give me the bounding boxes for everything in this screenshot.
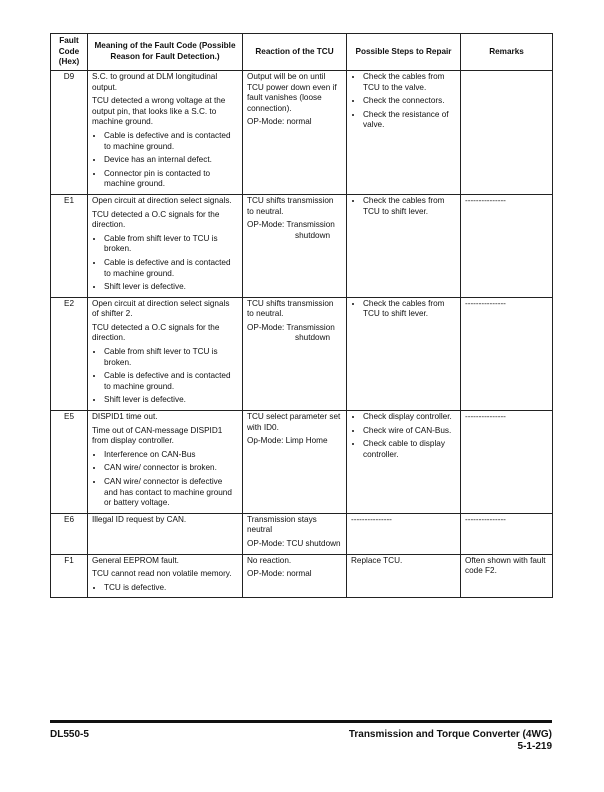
reaction-cell	[243, 297, 347, 410]
meaning-text: TCU detected a O.C signals for the direction.	[92, 209, 220, 230]
meaning-text: TCU detected a wrong voltage at the output pin, that looks like a S.C. to machine ground.	[92, 96, 226, 127]
list-item: • Cable is defective and is contacted to machine ground.	[104, 371, 238, 392]
remarks-cell: Often shown with fault code F2.	[461, 554, 553, 598]
meaning-text: General EEPROM fault.	[92, 555, 179, 565]
remarks-cell: ---------------	[461, 194, 553, 297]
steps-cell	[347, 194, 461, 297]
fault-code-cell: E6	[51, 513, 88, 554]
reaction-cell	[243, 194, 347, 297]
list-item: • CAN wire/ connector is defective and has contact to machine ground or battery voltage.	[104, 477, 238, 509]
list-item: • Cable is defective and is contacted to machine ground.	[104, 258, 238, 279]
header-repair-steps: Possible Steps to Repair	[347, 34, 461, 71]
table-row	[51, 513, 553, 554]
fault-code-cell: E2	[51, 297, 88, 410]
cause-list	[92, 234, 238, 293]
table-row	[51, 297, 553, 410]
list-item: • CAN wire/ connector is broken.	[104, 463, 238, 474]
op-mode-text: OP-Mode: normal	[247, 117, 312, 127]
op-mode-text: shutdown	[295, 230, 331, 240]
steps-cell: Replace TCU.	[347, 554, 461, 598]
table-row	[51, 194, 553, 297]
meaning-text: TCU detected a O.C signals for the direction.	[92, 322, 220, 343]
op-mode-text: shutdown	[295, 333, 331, 343]
footer-title-block	[349, 729, 552, 753]
header-meaning: Meaning of the Fault Code (Possible Reason for Fault Detection.)	[88, 34, 243, 71]
list-item: • Check the cables from TCU to shift lever.	[363, 299, 456, 320]
steps-list	[351, 72, 456, 131]
list-item: • Cable from shift lever to TCU is broken.	[104, 234, 238, 255]
reaction-text: TCU shifts transmission to neutral.	[247, 298, 334, 319]
steps-list	[351, 196, 456, 217]
steps-list	[351, 299, 456, 320]
reaction-text: TCU select parameter set with ID0.	[247, 412, 341, 432]
header-remarks: Remarks	[461, 34, 553, 71]
meaning-text: Open circuit at direction select signals of shifter 2.	[92, 298, 230, 319]
list-item: • Check the cables from TCU to shift lever.	[363, 196, 456, 217]
remarks-cell: ---------------	[461, 297, 553, 410]
reaction-cell	[243, 71, 347, 195]
list-item: • Check cable to display controller.	[363, 439, 456, 460]
list-item: • Check display controller.	[363, 412, 456, 423]
table-row	[51, 411, 553, 514]
meaning-text: Open circuit at direction select signals.	[92, 195, 232, 205]
steps-cell	[347, 297, 461, 410]
header-fault-code: Fault Code (Hex)	[51, 34, 88, 71]
reaction-cell	[243, 513, 347, 554]
meaning-cell	[88, 194, 243, 297]
list-item: • Check the connectors.	[363, 96, 456, 107]
table-row	[51, 71, 553, 195]
steps-list	[351, 412, 456, 460]
op-mode-text: OP-Mode: normal	[247, 569, 312, 579]
list-item: • TCU is defective.	[104, 583, 238, 594]
remarks-cell	[461, 71, 553, 195]
remarks-cell: ---------------	[461, 411, 553, 514]
meaning-text: Time out of CAN-message DISPID1 from display controller.	[92, 425, 223, 446]
list-item: • Connector pin is contacted to machine ground.	[104, 169, 238, 190]
meaning-text: TCU cannot read non volatile memory.	[92, 569, 232, 579]
cause-list	[92, 347, 238, 406]
list-item: • Cable from shift lever to TCU is broken.	[104, 347, 238, 368]
meaning-cell	[88, 411, 243, 514]
meaning-cell	[88, 71, 243, 195]
meaning-cell	[88, 297, 243, 410]
op-mode-text: OP-Mode: Transmission	[247, 322, 335, 332]
list-item: • Shift lever is defective.	[104, 395, 238, 406]
list-item: • Check the resistance of valve.	[363, 110, 456, 131]
op-mode-text: OP-Mode: Transmission	[247, 220, 335, 230]
reaction-cell	[243, 554, 347, 598]
meaning-text: Illegal ID request by CAN.	[92, 514, 187, 524]
table-header-row	[51, 34, 553, 71]
fault-code-cell: F1	[51, 554, 88, 598]
list-item: • Shift lever is defective.	[104, 282, 238, 293]
remarks-cell: ---------------	[461, 513, 553, 554]
footer-title: Transmission and Torque Converter (4WG)	[348, 729, 552, 740]
fault-code-cell: D9	[51, 71, 88, 195]
list-item: • Device has an internal defect.	[104, 155, 238, 166]
fault-code-cell: E1	[51, 194, 88, 297]
fault-code-table	[50, 33, 553, 598]
reaction-text: TCU shifts transmission to neutral.	[247, 195, 334, 216]
steps-cell: ---------------	[347, 513, 461, 554]
header-reaction: Reaction of the TCU	[243, 34, 347, 71]
cause-list	[92, 583, 238, 594]
reaction-text: Output will be on until TCU power down even if fault vanishes (loose connection).	[247, 72, 337, 113]
cause-list	[92, 450, 238, 509]
reaction-cell	[243, 411, 347, 514]
footer-page-number: 5-1-219	[517, 741, 552, 752]
meaning-cell	[88, 554, 243, 598]
list-item: • Check wire of CAN-Bus.	[363, 426, 456, 437]
list-item: • Check the cables from TCU to the valve.	[363, 72, 456, 93]
cause-list	[92, 131, 238, 190]
list-item: • Interference on CAN-Bus	[104, 450, 238, 461]
footer-doc-id: DL550-5	[50, 729, 89, 740]
reaction-text: No reaction.	[247, 555, 292, 565]
meaning-cell	[88, 513, 243, 554]
op-mode-text: OP-Mode: TCU shutdown	[247, 538, 341, 548]
list-item: • Cable is defective and is contacted to machine ground.	[104, 131, 238, 152]
steps-cell	[347, 411, 461, 514]
table-row	[51, 554, 553, 598]
fault-code-cell: E5	[51, 411, 88, 514]
meaning-text: S.C. to ground at DLM longitudinal output.	[92, 72, 218, 92]
meaning-text: DISPID1 time out.	[92, 412, 158, 422]
footer-divider	[50, 720, 552, 723]
reaction-text: Transmission stays neutral	[247, 514, 317, 535]
op-mode-text: Op-Mode: Limp Home	[247, 436, 328, 446]
steps-cell	[347, 71, 461, 195]
